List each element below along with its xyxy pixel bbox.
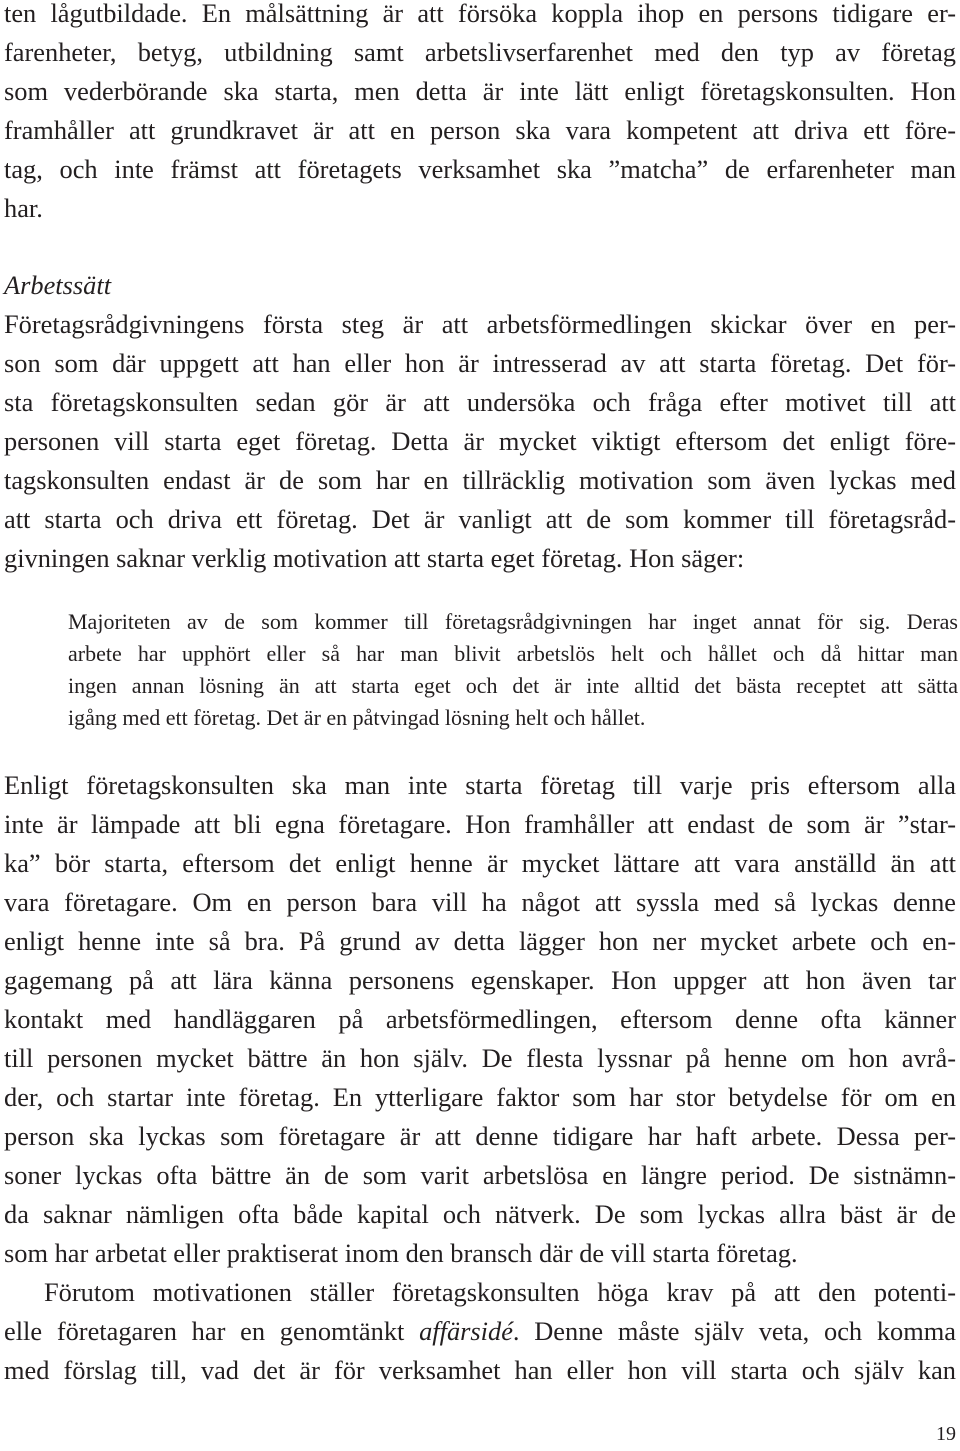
text-line: der, och startar inte företag. En ytterligare faktor som har stor betydelse för om en <box>4 1082 956 1112</box>
block-quote <box>68 606 958 734</box>
text-line: som har arbetat eller praktiserat inom den bransch där de vill starta företag. <box>4 1238 798 1268</box>
text-run: . Denne måste själv veta, och komma <box>512 1316 956 1346</box>
text-line: till personen mycket bättre än hon själv. De flesta lyssnar på henne om hon avrå- <box>4 1043 956 1073</box>
text-line: vara företagare. Om en person bara vill ha något att syssla med så lyckas denne <box>4 887 956 917</box>
text-line: inte är lämpade att bli egna företagare. Hon framhåller att endast de som är ”star- <box>4 809 956 839</box>
document-page <box>4 0 956 1390</box>
paragraph-main <box>4 766 956 1273</box>
paragraph-intro <box>4 0 956 228</box>
text-line: enligt henne inte så bra. På grund av detta lägger hon ner mycket arbete och en- <box>4 926 956 956</box>
page-number: 19 <box>936 1423 956 1445</box>
paragraph-final <box>4 1273 956 1390</box>
text-line: Förutom motivationen ställer företagskonsulten höga krav på att den potenti- <box>44 1277 956 1307</box>
text-line: att starta och driva ett företag. Det är vanligt att de som kommer till företagsråd- <box>4 504 956 534</box>
text-line: da saknar nämligen ofta både kapital och nätverk. De som lyckas allra bäst är de <box>4 1199 956 1229</box>
quote-line: igång med ett företag. Det är en påtvingad lösning helt och hållet. <box>68 705 646 730</box>
text-line: soner lyckas ofta bättre än de som varit arbetslösa en längre period. De sistnämn- <box>4 1160 956 1190</box>
text-line: framhåller att grundkravet är att en person ska vara kompetent att driva ett före- <box>4 115 956 145</box>
text-line: personen vill starta eget företag. Detta är mycket viktigt eftersom det enligt före- <box>4 426 956 456</box>
text-line: Enligt företagskonsulten ska man inte starta företag till varje pris eftersom alla <box>4 770 956 800</box>
text-line: kontakt med handläggaren på arbetsförmedlingen, eftersom denne ofta känner <box>4 1004 956 1034</box>
text-run: elle företagaren har en genomtänkt <box>4 1316 420 1346</box>
quote-line: arbete har upphört eller så har man blivit arbetslös helt och hållet och då hittar man <box>68 641 958 666</box>
section-heading: Arbetssätt <box>4 270 112 300</box>
text-line: son som där uppgett att han eller hon är intresserad av att starta företag. Det för- <box>4 348 956 378</box>
text-line: med förslag till, vad det är för verksamhet han eller hon vill starta och själv kan <box>4 1355 956 1385</box>
text-line: som vederbörande ska starta, men detta är inte lätt enligt företagskonsulten. Hon <box>4 76 956 106</box>
quote-line: Majoriteten av de som kommer till företagsrådgivningen har inget annat för sig. Deras <box>68 609 958 634</box>
text-line-with-emphasis <box>4 1312 956 1351</box>
text-line: har. <box>4 193 43 223</box>
text-line: person ska lyckas som företagare är att denne tidigare har haft arbete. Dessa per- <box>4 1121 956 1151</box>
text-line: ten lågutbildade. En målsättning är att försöka koppla ihop en persons tidigare er- <box>4 0 956 28</box>
text-line: tagskonsulten endast är de som har en tillräcklig motivation som även lyckas med <box>4 465 956 495</box>
section-arbetssatt <box>4 266 956 578</box>
text-line: givningen saknar verklig motivation att starta eget företag. Hon säger: <box>4 543 745 573</box>
text-line: tag, och inte främst att företagets verksamhet ska ”matcha” de erfarenheter man <box>4 154 956 184</box>
text-line: ka” bör starta, eftersom det enligt henne är mycket lättare att vara anställd än att <box>4 848 956 878</box>
quote-line: ingen annan lösning än att starta eget och det är inte alltid det bästa receptet att sätta <box>68 673 958 698</box>
text-line: sta företagskonsulten sedan gör är att undersöka och fråga efter motivet till att <box>4 387 956 417</box>
text-line: farenheter, betyg, utbildning samt arbetslivserfarenhet med den typ av företag <box>4 37 956 67</box>
emphasized-term: affärsidé <box>419 1316 513 1346</box>
text-line: Företagsrådgivningens första steg är att arbetsförmedlingen skickar över en per- <box>4 309 956 339</box>
text-line: gagemang på att lära känna personens egenskaper. Hon uppger att hon även tar <box>4 965 956 995</box>
